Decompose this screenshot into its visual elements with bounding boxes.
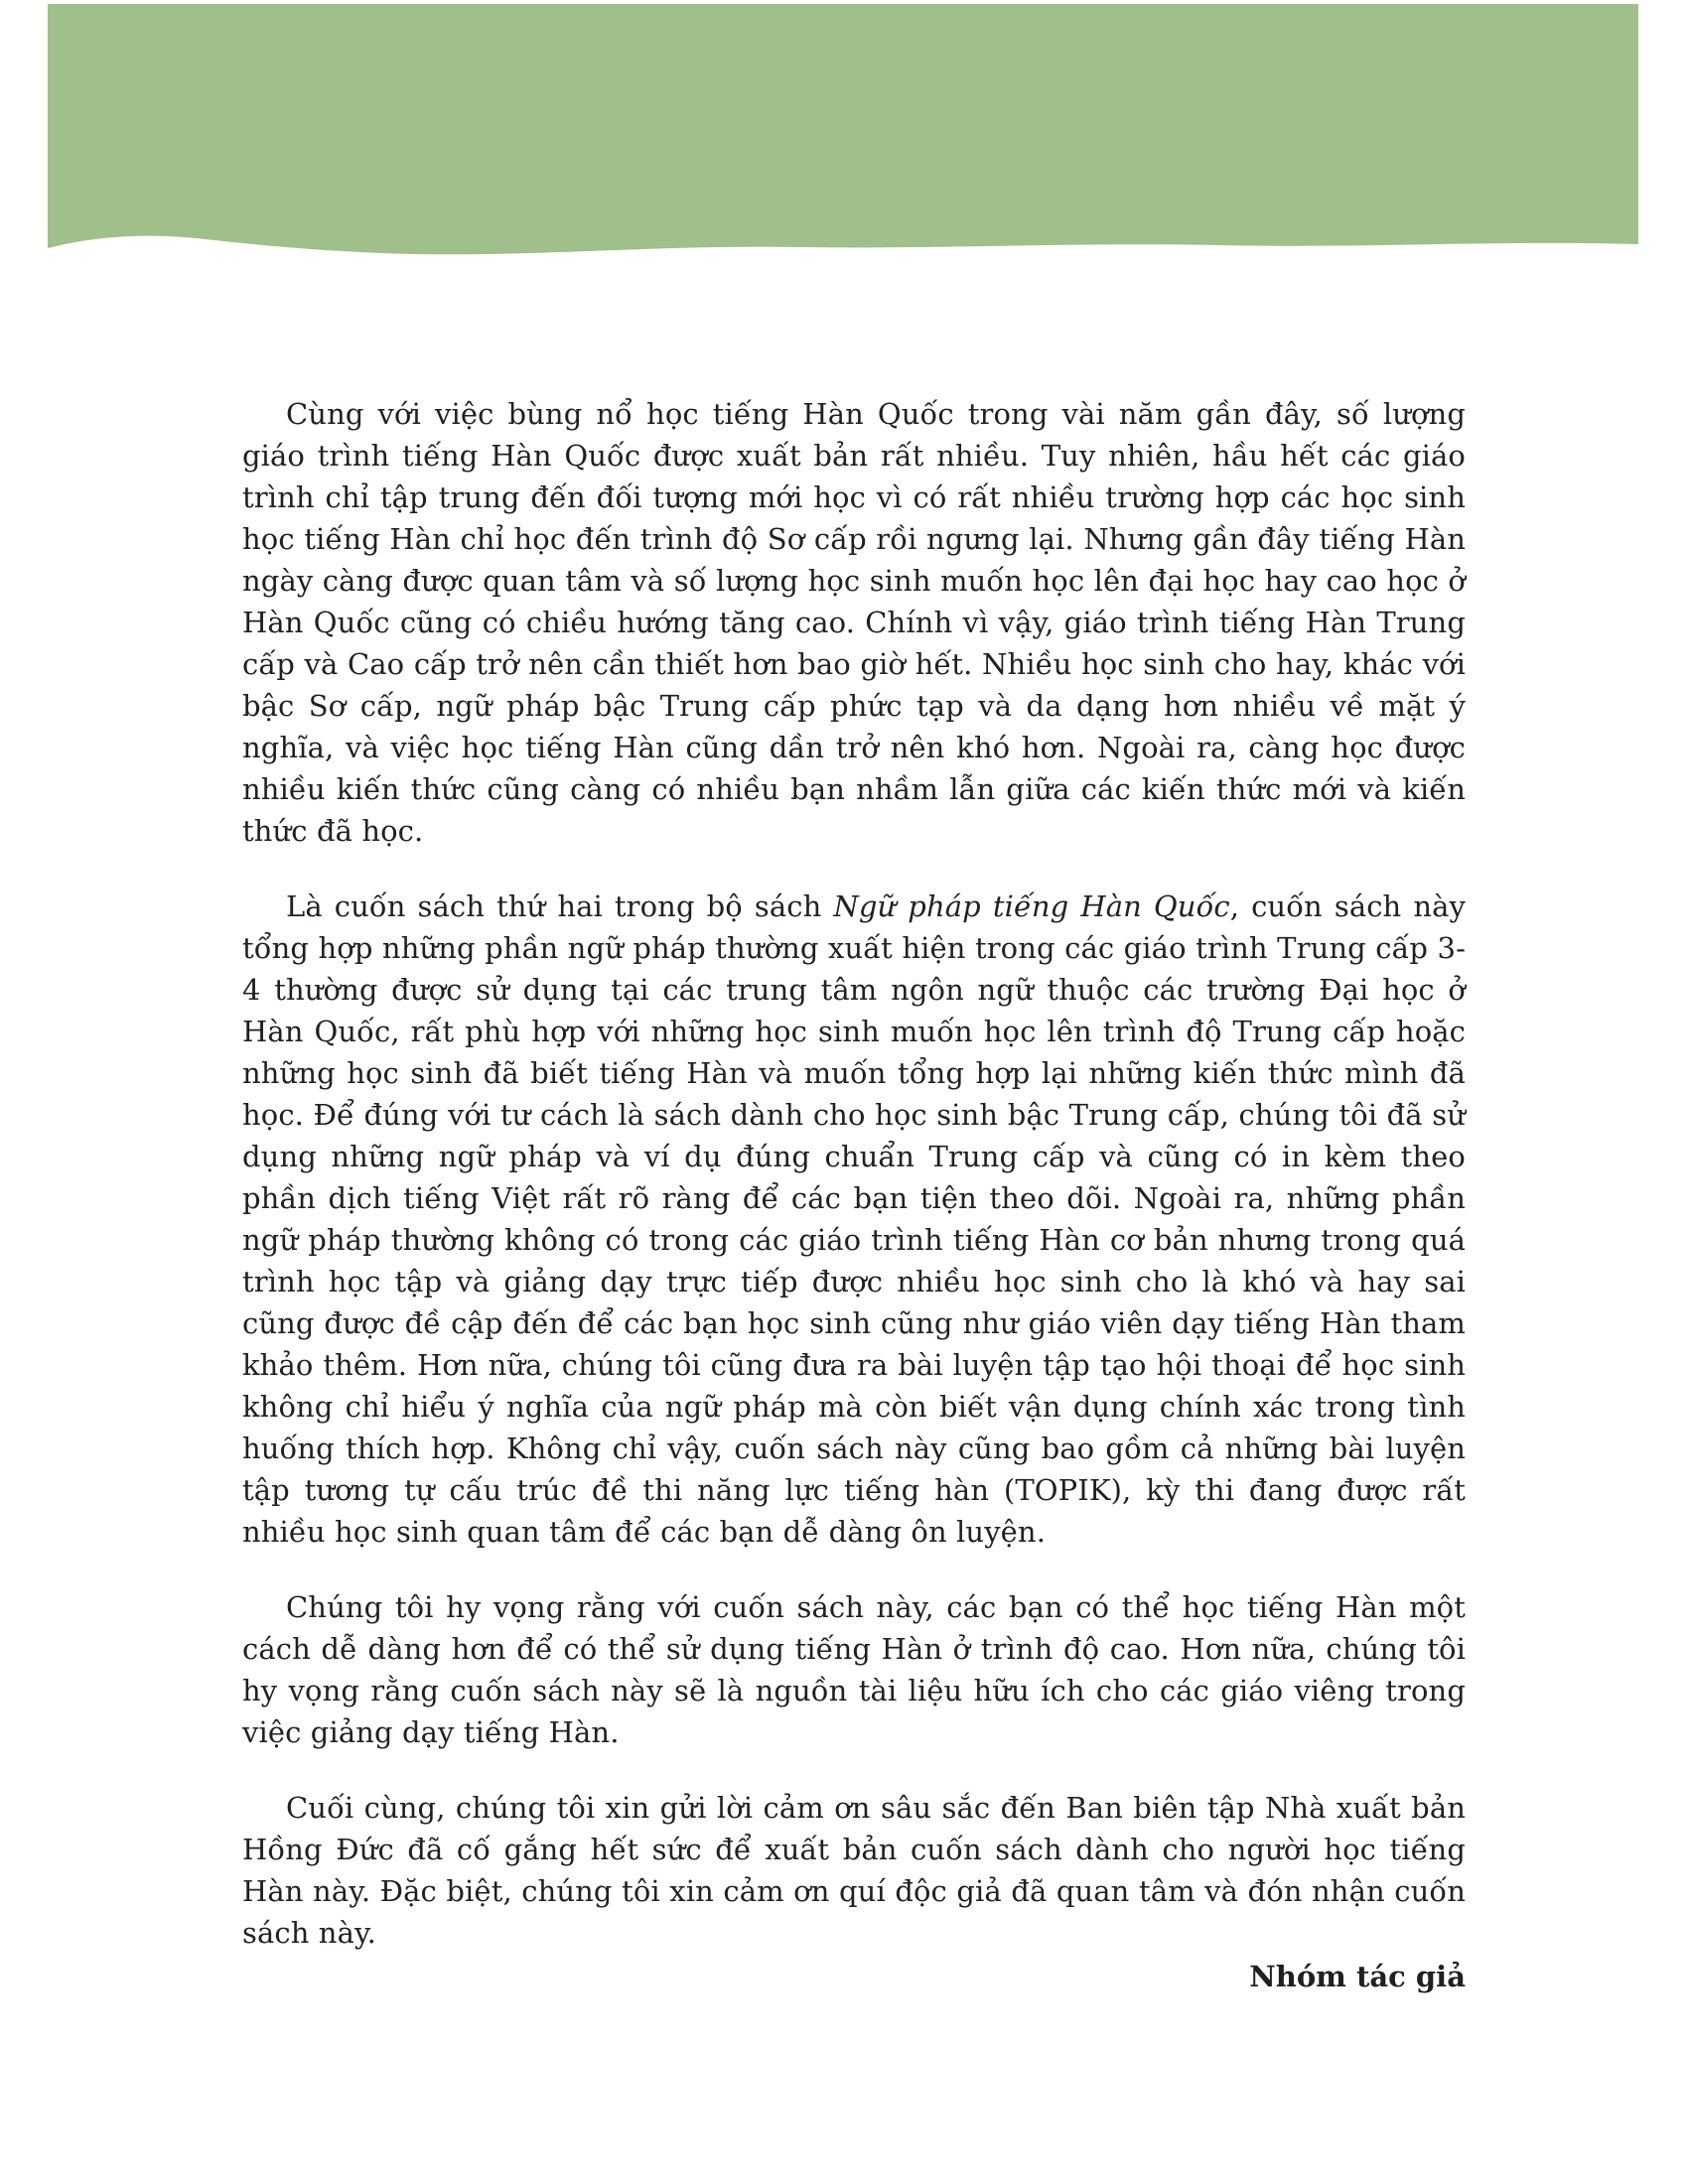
- paragraph-2-rest: , cuốn sách này tổng hợp những phần ngữ pháp thường xuất hiện trong các giáo trình Trung cấp 3-4 thường được sử dụng tại các trung tâm ngôn ngữ thuộc các trường Đại học ở Hàn Quốc, rất phù hợp với những học sinh muốn học lên trình độ Trung cấp hoặc những học sinh đã biết tiếng Hàn và muốn tổng hợp lại những kiến thức mình đã học. Để đúng với tư cách là sách dành cho học sinh bậc Trung cấp, chúng tôi đã sử dụng những ngữ pháp và ví dụ đúng chuẩn Trung cấp và cũng có in kèm theo phần dịch tiếng Việt rất rõ ràng để các bạn tiện theo dõi. Ngoài ra, những phần ngữ pháp thường không có trong các giáo trình tiếng Hàn cơ bản nhưng trong quá trình học tập và giảng dạy trực tiếp được nhiều học sinh cho là khó và hay sai cũng được đề cập đến để các bạn học sinh cũng như giáo viên dạy tiếng Hàn tham khảo thêm. Hơn nữa, chúng tôi cũng đưa ra bài luyện tập tạo hội thoại để học sinh không chỉ hiểu ý nghĩa của ngữ pháp mà còn biết vận dụng chính xác trong tình huống thích hợp. Không chỉ vậy, cuốn sách này cũng bao gồm cả những bài luyện tập tương tự cấu trúc đề thi năng lực tiếng hàn (TOPIK), kỳ thi đang được rất nhiều học sinh quan tâm để các bạn dễ dàng ôn luyện.: [242, 889, 1466, 1549]
- header-wave-shape: [48, 4, 1638, 264]
- paragraph-2: [242, 886, 1466, 1553]
- paragraph-3: Chúng tôi hy vọng rằng với cuốn sách này, các bạn có thể học tiếng Hàn một cách dễ dàng hơn để có thể sử dụng tiếng Hàn ở trình độ cao. Hơn nữa, chúng tôi hy vọng rằng cuốn sách này sẽ là nguồn tài liệu hữu ích cho các giáo viêng trong việc giảng dạy tiếng Hàn.: [242, 1590, 1466, 1749]
- preface-body: [242, 393, 1466, 1987]
- paragraph-1: Cùng với việc bùng nổ học tiếng Hàn Quốc trong vài năm gần đây, số lượng giáo trình tiếng Hàn Quốc được xuất bản rất nhiều. Tuy nhiên, hầu hết các giáo trình chỉ tập trung đến đối tượng mới học vì có rất nhiều trường hợp các học sinh học tiếng Hàn chỉ học đến trình độ Sơ cấp rồi ngưng lại. Nhưng gần đây tiếng Hàn ngày càng được quan tâm và số lượng học sinh muốn học lên đại học hay cao học ở Hàn Quốc cũng có chiều hướng tăng cao. Chính vì vậy, giáo trình tiếng Hàn Trung cấp và Cao cấp trở nên cần thiết hơn bao giờ hết. Nhiều học sinh cho hay, khác với bậc Sơ cấp, ngữ pháp bậc Trung cấp phức tạp và da dạng hơn nhiều về mặt ý nghĩa, và việc học tiếng Hàn cũng dần trở nên khó hơn. Ngoài ra, càng học được nhiều kiến thức cũng càng có nhiều bạn nhầm lẫn giữa các kiến thức mới và kiến thức đã học.: [242, 397, 1466, 848]
- author-signature: Nhóm tác giả: [1249, 1960, 1466, 1993]
- book-series-title: Ngữ pháp tiếng Hàn Quốc: [833, 889, 1230, 923]
- paragraph-4: Cuối cùng, chúng tôi xin gửi lời cảm ơn sâu sắc đến Ban biên tập Nhà xuất bản Hồng Đức đã cố gắng hết sức để xuất bản cuốn sách dành cho người học tiếng Hàn này. Đặc biệt, chúng tôi xin cảm ơn quí độc giả đã quan tâm và đón nhận cuốn sách này.: [242, 1791, 1466, 1950]
- header-banner: [48, 4, 1638, 264]
- paragraph-2-intro: Là cuốn sách thứ hai trong bộ sách: [286, 889, 834, 923]
